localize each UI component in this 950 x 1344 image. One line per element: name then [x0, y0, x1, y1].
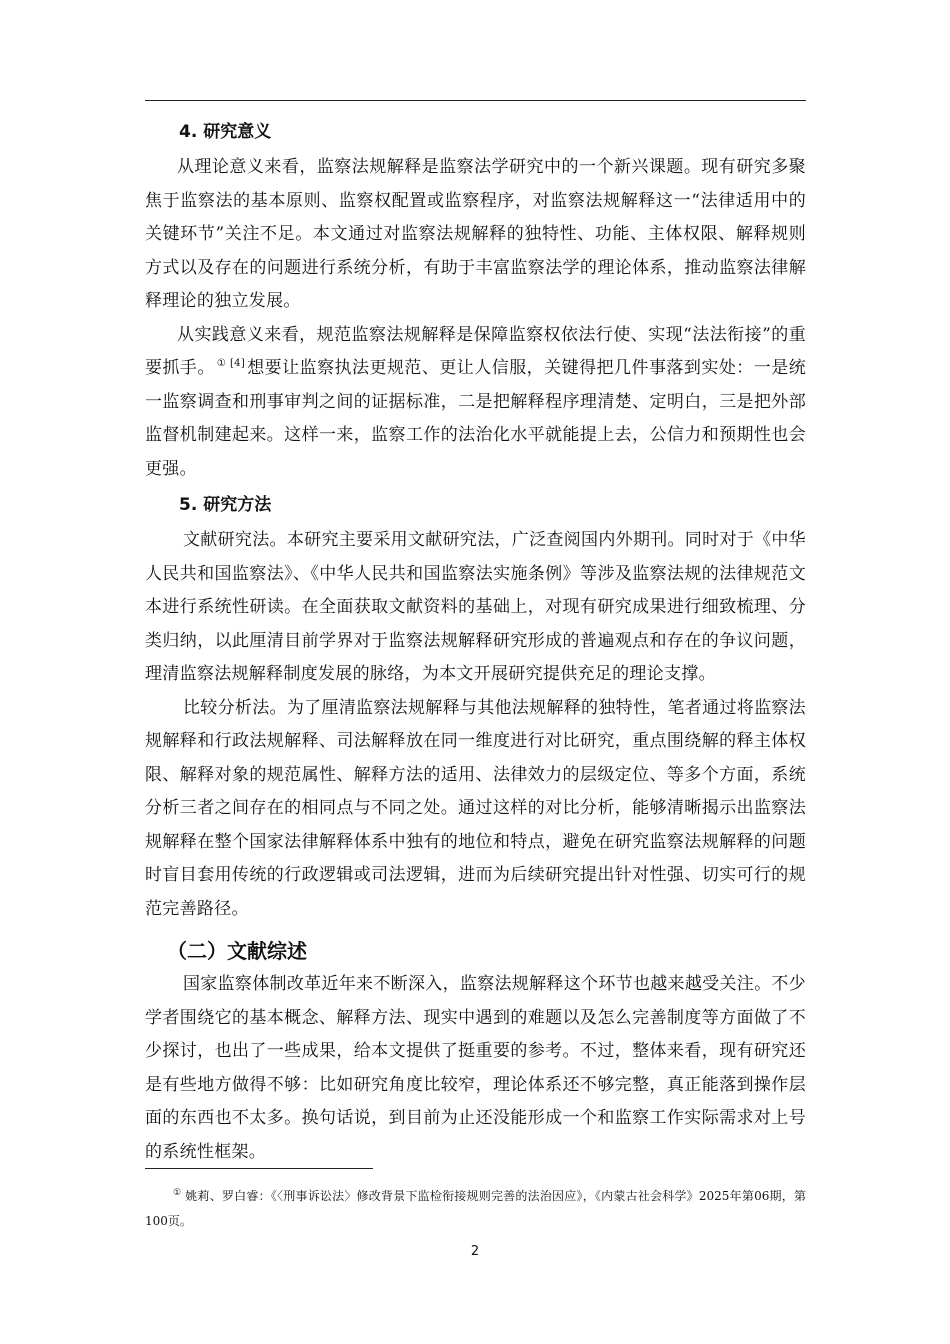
- body-content: [145, 113, 806, 1169]
- footnote-reference: ① [4]: [216, 358, 246, 370]
- paragraph-text: 想要让监察执法更规范、更让人信服，关键得把几件事落到实处：一是统一监察调查和刑事审判之间的证据标准，二是把解释程序理清楚、定明白，三是把外部监督机制建起来。这样一来，监察工作的法治化水平就能提上去，公信力和预期性也会更强。: [145, 358, 806, 479]
- footnote: [145, 1184, 806, 1234]
- paragraph-comparative-method: 比较分析法。为了厘清监察法规解释与其他法规解释的独特性，笔者通过将监察法规解释和行政法规解释、司法解释放在同一维度进行对比研究，重点围绕解的释主体权限、解释对象的规范属性、解释方法的适用、法律效力的层级定位、等多个方面，系统分析三者之间存在的相同点与不同之处。通过这样的对比分析，能够清晰揭示出监察法规解释在整个国家法律解释体系中独有的地位和特点，避免在研究监察法规解释的问题时盲目套用传统的行政逻辑或司法逻辑，进而为后续研究提出针对性强、切实可行的规范完善路径。: [145, 697, 806, 919]
- section-heading-literature-review: （二）文献综述: [167, 939, 307, 963]
- header-rule: [145, 100, 806, 101]
- footnote-separator: [145, 1168, 373, 1169]
- section-heading-methods: 5. 研究方法: [179, 495, 272, 515]
- footnote-mark: ①: [173, 1188, 182, 1198]
- section-heading-significance: 4. 研究意义: [179, 122, 272, 142]
- paragraph-text: 从实践意义来看，规范监察法规解释是保障监察权依法行使、实现“法法衔接”的重要抓手。: [145, 324, 806, 378]
- paragraph-literature-review: 国家监察体制改革近年来不断深入，监察法规解释这个环节也越来越受关注。不少学者围绕它的基本概念、解释方法、现实中遇到的难题以及怎么完善制度等方面做了不少探讨，也出了一些成果，给本文提供了挺重要的参考。不过，整体来看，现有研究还是有些地方做得不够：比如研究角度比较窄，理论体系还不够完整，真正能落到操作层面的东西也不太多。换句话说，到目前为止还没能形成一个和监察工作实际需求对上号的系统性框架。: [145, 974, 806, 1162]
- paragraph-practical-significance: [145, 319, 806, 487]
- paragraph-literature-method: 文献研究法。本研究主要采用文献研究法，广泛查阅国内外期刊。同时对于《中华人民共和国监察法》、《中华人民共和国监察法实施条例》等涉及监察法规的法律规范文本进行系统性研读。在全面获取文献资料的基础上，对现有研究成果进行细致梳理、分类归纳，以此厘清目前学界对于监察法规解释研究形成的普遍观点和存在的争议问题，理清监察法规解释制度发展的脉络，为本文开展研究提供充足的理论支撑。: [145, 530, 806, 684]
- page-number: 2: [470, 1244, 480, 1259]
- paragraph-theoretical-significance: 从理论意义来看，监察法规解释是监察法学研究中的一个新兴课题。现有研究多聚焦于监察法的基本原则、监察权配置或监察程序，对监察法规解释这一“法律适用中的关键环节”关注不足。本文通过对监察法规解释的独特性、功能、主体权限、解释规则方式以及存在的问题进行系统分析，有助于丰富监察法学的理论体系，推动监察法律解释理论的独立发展。: [145, 157, 806, 311]
- footnote-text: 姚莉、罗白睿：《〈刑事诉讼法〉修改背景下监检衔接规则完善的法治因应》，《内蒙古社会科学》2025年第06期，第100页。: [145, 1189, 806, 1228]
